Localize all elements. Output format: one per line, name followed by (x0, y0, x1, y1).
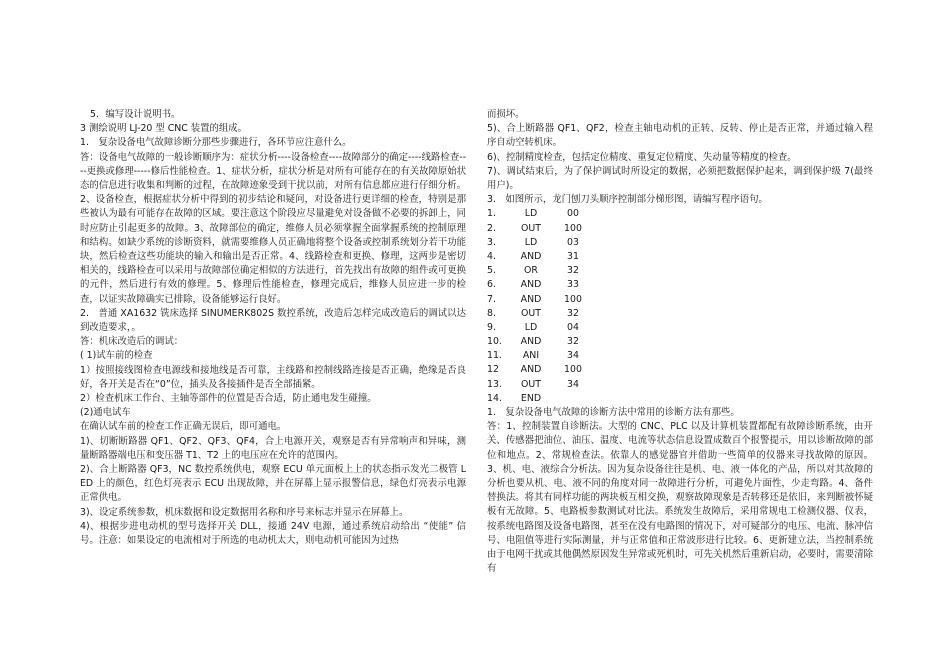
question-3-ladder-heading: 3. 如图所示，龙门刨刀头顺序控制部分梯形图，请编写程序语句。 (487, 194, 768, 206)
ladder-line (487, 335, 873, 349)
operand: 31 (567, 250, 579, 262)
line-number: 9. (487, 321, 496, 333)
line-number: 14. (487, 392, 502, 404)
operand: 100 (564, 293, 582, 305)
power-test-step-4: 4)、根据步进电动机的型号选择开关 DLL，接通 24V 电源，通过系统启动给出 “使能” 信号。注意：如果设定的电流相对于所选的电动机太大，则电动机可能因为过热 (80, 520, 466, 547)
instruction: OR (524, 265, 538, 277)
operand: 100 (564, 222, 582, 234)
answer-2-intro: 答：机床改造后的调试： (80, 336, 184, 348)
power-test-step-7: 7)、调试结束后，为了保护调试时所设定的数据，必须把数据保护起来，调到保护级 7(最终用户)。 (487, 165, 873, 192)
operand: 100 (564, 364, 582, 376)
instruction: LD (524, 208, 538, 220)
ladder-line (487, 321, 873, 335)
ladder-line (487, 222, 873, 236)
ladder-line (487, 293, 873, 307)
power-test-step-6: 6)、控制精度检查，包括定位精度、重复定位精度、失动量等精度的检查。 (487, 151, 797, 163)
operand: 34 (567, 350, 579, 362)
operand: 03 (567, 236, 579, 248)
line-number: 13. (487, 378, 502, 390)
ladder-line (487, 378, 873, 392)
pre-test-step-2: 2）检查机床工作台、主轴等部件的位置是否合适，防止通电发生碰撞。 (80, 393, 377, 405)
right-column (487, 108, 873, 576)
ladder-line (487, 349, 873, 363)
instruction: OUT (521, 378, 541, 390)
ladder-line (487, 236, 873, 250)
line-number: 3. (487, 236, 496, 248)
instruction: END (520, 392, 542, 404)
power-test-step-1: 1)、切断断路器 QF1、QF2、QF3、QF4，合上电源开关，观察是否有异常响声和异味，测量断路器端电压和变压器 T1、T2 上的电压应在允许的范围内。 (80, 435, 466, 461)
line-number: 2. (487, 222, 496, 234)
operand (553, 392, 593, 406)
instruction: AND (520, 364, 542, 376)
continued-text: 而损坏。 (487, 109, 525, 120)
line-number: 5. (487, 265, 496, 277)
power-test-step-2: 2)、合上断路器 QF3，NC 数控系统供电，观察 ECU 单元面板上上的状态指示发光二极管 LED 上的颜色，红色灯亮表示 ECU 出现故障，并在屏幕上显示报警信息，绿色灯亮表示电源正常供电。 (80, 464, 466, 504)
diagnosis-answer-text: 答：1、控制装置自诊断法。大型的 CNC、PLC 以及计算机装置都配有故障诊断系统，由开关、传感器把油位、油压、温度、电流等状态信息设置成数百个报警提示，用以诊断故障的部位和地点。2、常规检查法。依靠人的感觉器官并借助一些简单的仪器来寻找故障的原因。3、机、电、液综合分析法。因为复杂设备往往是机、电、液一体化的产品，所以对其故障的分析也要从机、电、液不同的角度对同一故障进行分析，可避免片面性，少走弯路。4、备件替换法。将其有同样功能的两块板互相交换，观察故障现象是否转移还是依旧，来判断被怀疑板有无故障。5、电路板参数测试对比法。系统发生故障后，采用常规电工检测仪器、仪表，按系统电路图及设备电路图，甚至在没有电路图的情况下，对可疑部分的电压、电流、脉冲信号、电阻值等进行实际测量，并与正常值和正常波形进行比较。6、更新建立法，当控制系统由于电网干扰或其他偶然原因发生异常或死机时，可先关机然后重新启动，必要时，需要清除有 (487, 421, 873, 575)
question-2-heading: 2. 普通 XA1632 铣床选择 SINUMERK802S 数控系统，改造后怎样完成改造后的调试以达到改造要求，。 (80, 307, 466, 334)
ladder-line (487, 307, 873, 321)
power-test-step-3: 3)、设定系统参数，机床数据和设定数据用名称和序号来标志并显示在屏幕上。 (80, 506, 409, 518)
operand: 32 (567, 307, 579, 319)
pre-test-step-1: 1）按照接线图检查电源线和接地线是否可靠，主线路和控制线路连接是否正确，绝缘是否良好，各开关是否在“0”位，插头及各接插件是否全部插紧。 (80, 364, 466, 390)
instruction: LD (524, 321, 538, 333)
operand: 00 (567, 208, 579, 220)
operand: 32 (567, 336, 579, 348)
instruction: LD (524, 236, 538, 248)
instruction: AND (520, 293, 542, 305)
line-number: 8. (487, 307, 496, 319)
ladder-line (487, 392, 873, 406)
power-test-heading: (2)通电试车 (80, 407, 131, 419)
answer-1-text: 答：设备电气故障的一般诊断顺序为：症状分析----设备检查----故障部分的确定----线路检查----更换或修理-----修后性能检查。1、症状分析，症状分析是对所有可能存在的有关故障原始状态的信息进行收集和判断的过程，在故障迹象受到干扰以前，对所有信息都应进行仔细分析。2、设备检查，根据症状分析中得到的初步结论和疑问，对设备进行更详细的检查，特别是那些被认为最有可能存在故障的区域。要注意这个阶段应尽量避免对设备做不必要的拆卸上，同时应防止引起更多的故障。3、故障部位的确定，维修人员必须掌握全面掌握系统的控制原理和结构。如缺少系统的诊断资料，就需要维修人员正确地将整个设备或控制系统划分若干功能块，然后检查这些功能块的输入和输出是否正常。4、线路检查和更换、修理，这两步是密切相关的，线路检查可以采用与故障部位确定相似的方法进行，首先找出有故障的组件或可更换的元件，然后进行有效的修理。5、修理后性能检查，修理完成后，维修人员应进一步的检查，以证实故障确实已排除，设备能够运行良好。 (80, 151, 466, 305)
instruction: ANI (522, 350, 540, 362)
instruction: AND (520, 279, 542, 291)
ladder-line (487, 278, 873, 292)
left-column (80, 108, 466, 548)
ladder-line (487, 250, 873, 264)
ladder-line (487, 207, 873, 221)
line-number: 1. (487, 208, 496, 220)
operand: 33 (567, 279, 579, 291)
question-3-heading: 3 测绘说明 LJ-20 型 CNC 装置的组成。 (80, 123, 248, 135)
power-test-step-5: 5)、合上断路器 QF1、QF2，检查主轴电动机的正转、反转、停止是否正常，并通过输入程序自动空转机床。 (487, 123, 873, 149)
line-number: 7. (487, 293, 496, 305)
ladder-line (487, 363, 873, 377)
pre-test-heading: ( 1)试车前的检查 (80, 350, 153, 362)
instruction: OUT (521, 307, 541, 319)
instruction: AND (520, 250, 542, 262)
operand: 04 (567, 321, 579, 333)
operand: 34 (567, 378, 579, 390)
paragraph-item-5: 5．编写设计说明书。 (90, 109, 181, 120)
instruction: AND (520, 336, 542, 348)
line-number: 4. (487, 250, 496, 262)
question-1-heading: 1. 复杂设备电气故障诊断分那些步骤进行，各环节应注意什么。 (80, 137, 352, 149)
instruction: OUT (521, 222, 541, 234)
ladder-line (487, 264, 873, 278)
line-number: 11. (487, 350, 502, 362)
diagnosis-question-heading: 1. 复杂设备电气故障的诊断方法中常用的诊断方法有那些。 (487, 407, 740, 419)
line-number: 6. (487, 279, 496, 291)
line-number: 10. (487, 336, 502, 348)
line-number: 12 (487, 364, 499, 376)
power-test-intro: 在确认试车前的检查工作正确无误后，即可通电。 (80, 421, 287, 433)
operand: 32 (567, 265, 579, 277)
ladder-program-list (487, 207, 873, 406)
